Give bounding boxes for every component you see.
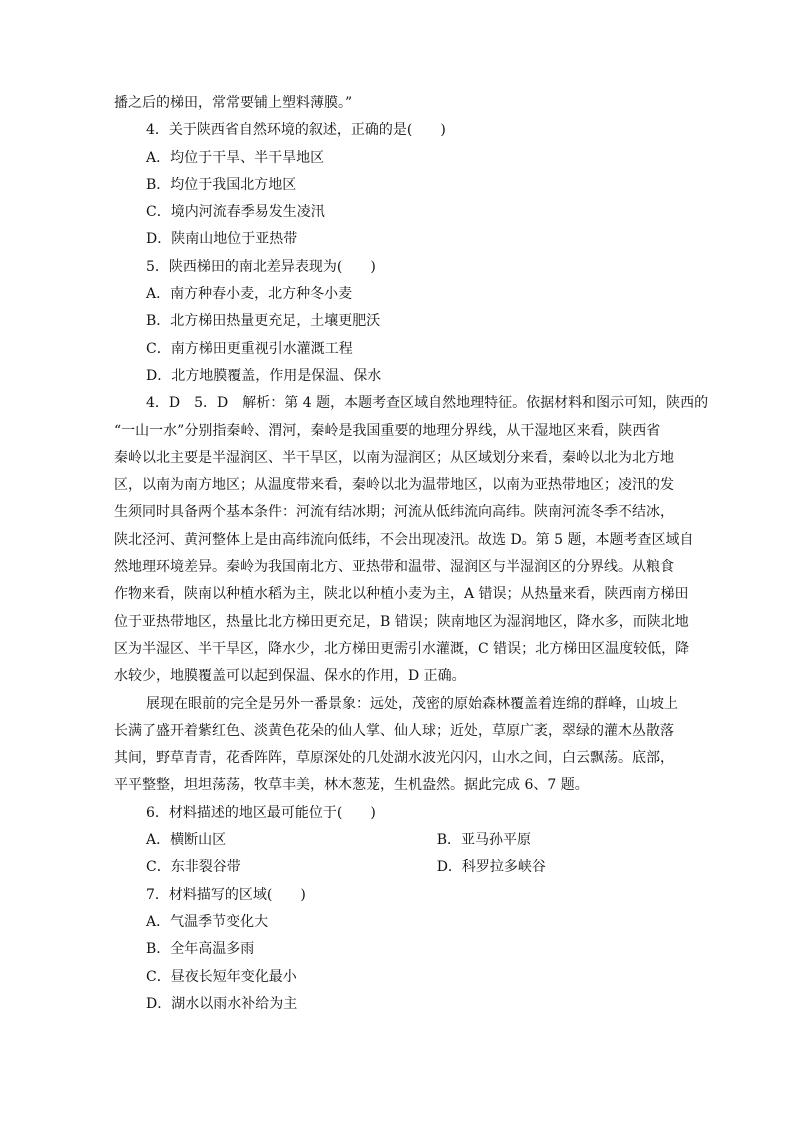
question-5-option-c: C．南方梯田更重视引水灌溉工程: [146, 340, 353, 357]
question-7-option-c: C．昼夜长短年变化最小: [146, 968, 297, 985]
question-6-option-d: D．科罗拉多峡谷: [436, 859, 546, 876]
question-4-option-a: A．均位于干旱、半干旱地区: [146, 149, 325, 166]
explanation-line: 陕北泾河、黄河整体上是由高纬流向低纬，不会出现凌汛。故选 D。第 5 题，本题考查区域自: [114, 531, 694, 548]
question-5-option-d: D．北方地膜覆盖，作用是保温、保水: [146, 367, 382, 384]
explanation-line: 位于亚热带地区，热量比北方梯田更充足，B 错误；陕南地区为湿润地区，降水多，而陕北地: [114, 613, 689, 630]
question-4-option-b: B．均位于我国北方地区: [146, 176, 297, 193]
material-line: 其间，野草青青，花香阵阵，草原深处的几处湖水波光闪闪，山水之间，白云飘荡。底部，: [114, 750, 674, 767]
continued-text-line: 播之后的梯田，常常要铺上塑料薄膜。”: [114, 95, 353, 111]
question-4-option-c: C．境内河流春季易发生凌汛: [146, 204, 325, 221]
question-4-option-d: D．陕南山地位于亚热带: [146, 231, 298, 248]
question-7-option-a: A．气温季节变化大: [146, 913, 269, 930]
explanation-line: 水较少，地膜覆盖可以起到保温、保水的作用，D 正确。: [114, 668, 466, 685]
question-6-option-c: C．东非裂谷带: [146, 859, 241, 876]
question-5-option-a: A．南方种春小麦，北方种冬小麦: [146, 286, 353, 303]
question-7-option-d: D．湖水以雨水补给为主: [146, 995, 298, 1012]
explanation-line: 秦岭以北主要是半湿润区、半干旱区，以南为湿润区；从区域划分来看，秦岭以北为北方地: [114, 449, 674, 466]
page-content: [114, 90, 709, 1018]
explanation-line: 然地理环境差异。秦岭为我国南北方、亚热带和温带、湿润区与半湿润区的分界线。从粮食: [114, 559, 674, 576]
explanation-line: “一山一水”分别指秦岭、渭河，秦岭是我国重要的地理分界线，从干湿地区来看，陕西省: [114, 422, 661, 439]
question-5-stem: 5．陕西梯田的南北差异表现为( ): [146, 258, 376, 275]
explanation-line: 区，以南为南方地区；从温度带来看，秦岭以北为温带地区，以南为亚热带地区；凌汛的发: [114, 477, 674, 494]
question-7-stem: 7．材料描写的区域( ): [146, 886, 306, 903]
question-6-options-row-1: [114, 827, 684, 854]
question-4-stem: 4．关于陕西省自然环境的叙述，正确的是( ): [146, 122, 446, 139]
material-line: 长满了盛开着紫红色、淡黄色花朵的仙人掌、仙人球；近处，草原广袤，翠绿的灌木丛散落: [114, 722, 674, 739]
material-line: 平平整整，坦坦荡荡，牧草丰美，林木葱茏，生机盎然。据此完成 6、7 题。: [114, 777, 589, 794]
question-6-options-row-2: [114, 854, 684, 881]
question-6-option-a: A．横断山区: [146, 832, 227, 849]
explanation-line: 作物来看，陕南以种植水稻为主，陕北以种植小麦为主，A 错误；从热量来看，陕西南方梯田: [114, 586, 689, 603]
explanation-line: 区为半湿区、半干旱区，降水少，北方梯田更需引水灌溉，C 错误；北方梯田区温度较低，降: [114, 640, 690, 657]
question-6-option-b: B．亚马孙平原: [436, 832, 531, 849]
answer-explanation: [114, 390, 709, 690]
question-5-option-b: B．北方梯田热量更充足，土壤更肥沃: [146, 313, 381, 330]
explanation-line: 生须同时具备两个基本条件：河流有结冰期；河流从低纬流向高纬。陕南河流冬季不结冰，: [114, 504, 674, 521]
question-7-option-b: B．全年高温多雨: [146, 941, 255, 958]
explanation-line: 4．D 5．D 解析：第 4 题，本题考查区域自然地理特征。依据材料和图示可知，陕西的: [146, 395, 709, 412]
question-6-stem: 6．材料描述的地区最可能位于( ): [146, 804, 376, 821]
material-line: 展现在眼前的完全是另外一番景象：远处，茂密的原始森林覆盖着连绵的群峰，山坡上: [146, 695, 678, 712]
reading-material: [114, 691, 684, 800]
